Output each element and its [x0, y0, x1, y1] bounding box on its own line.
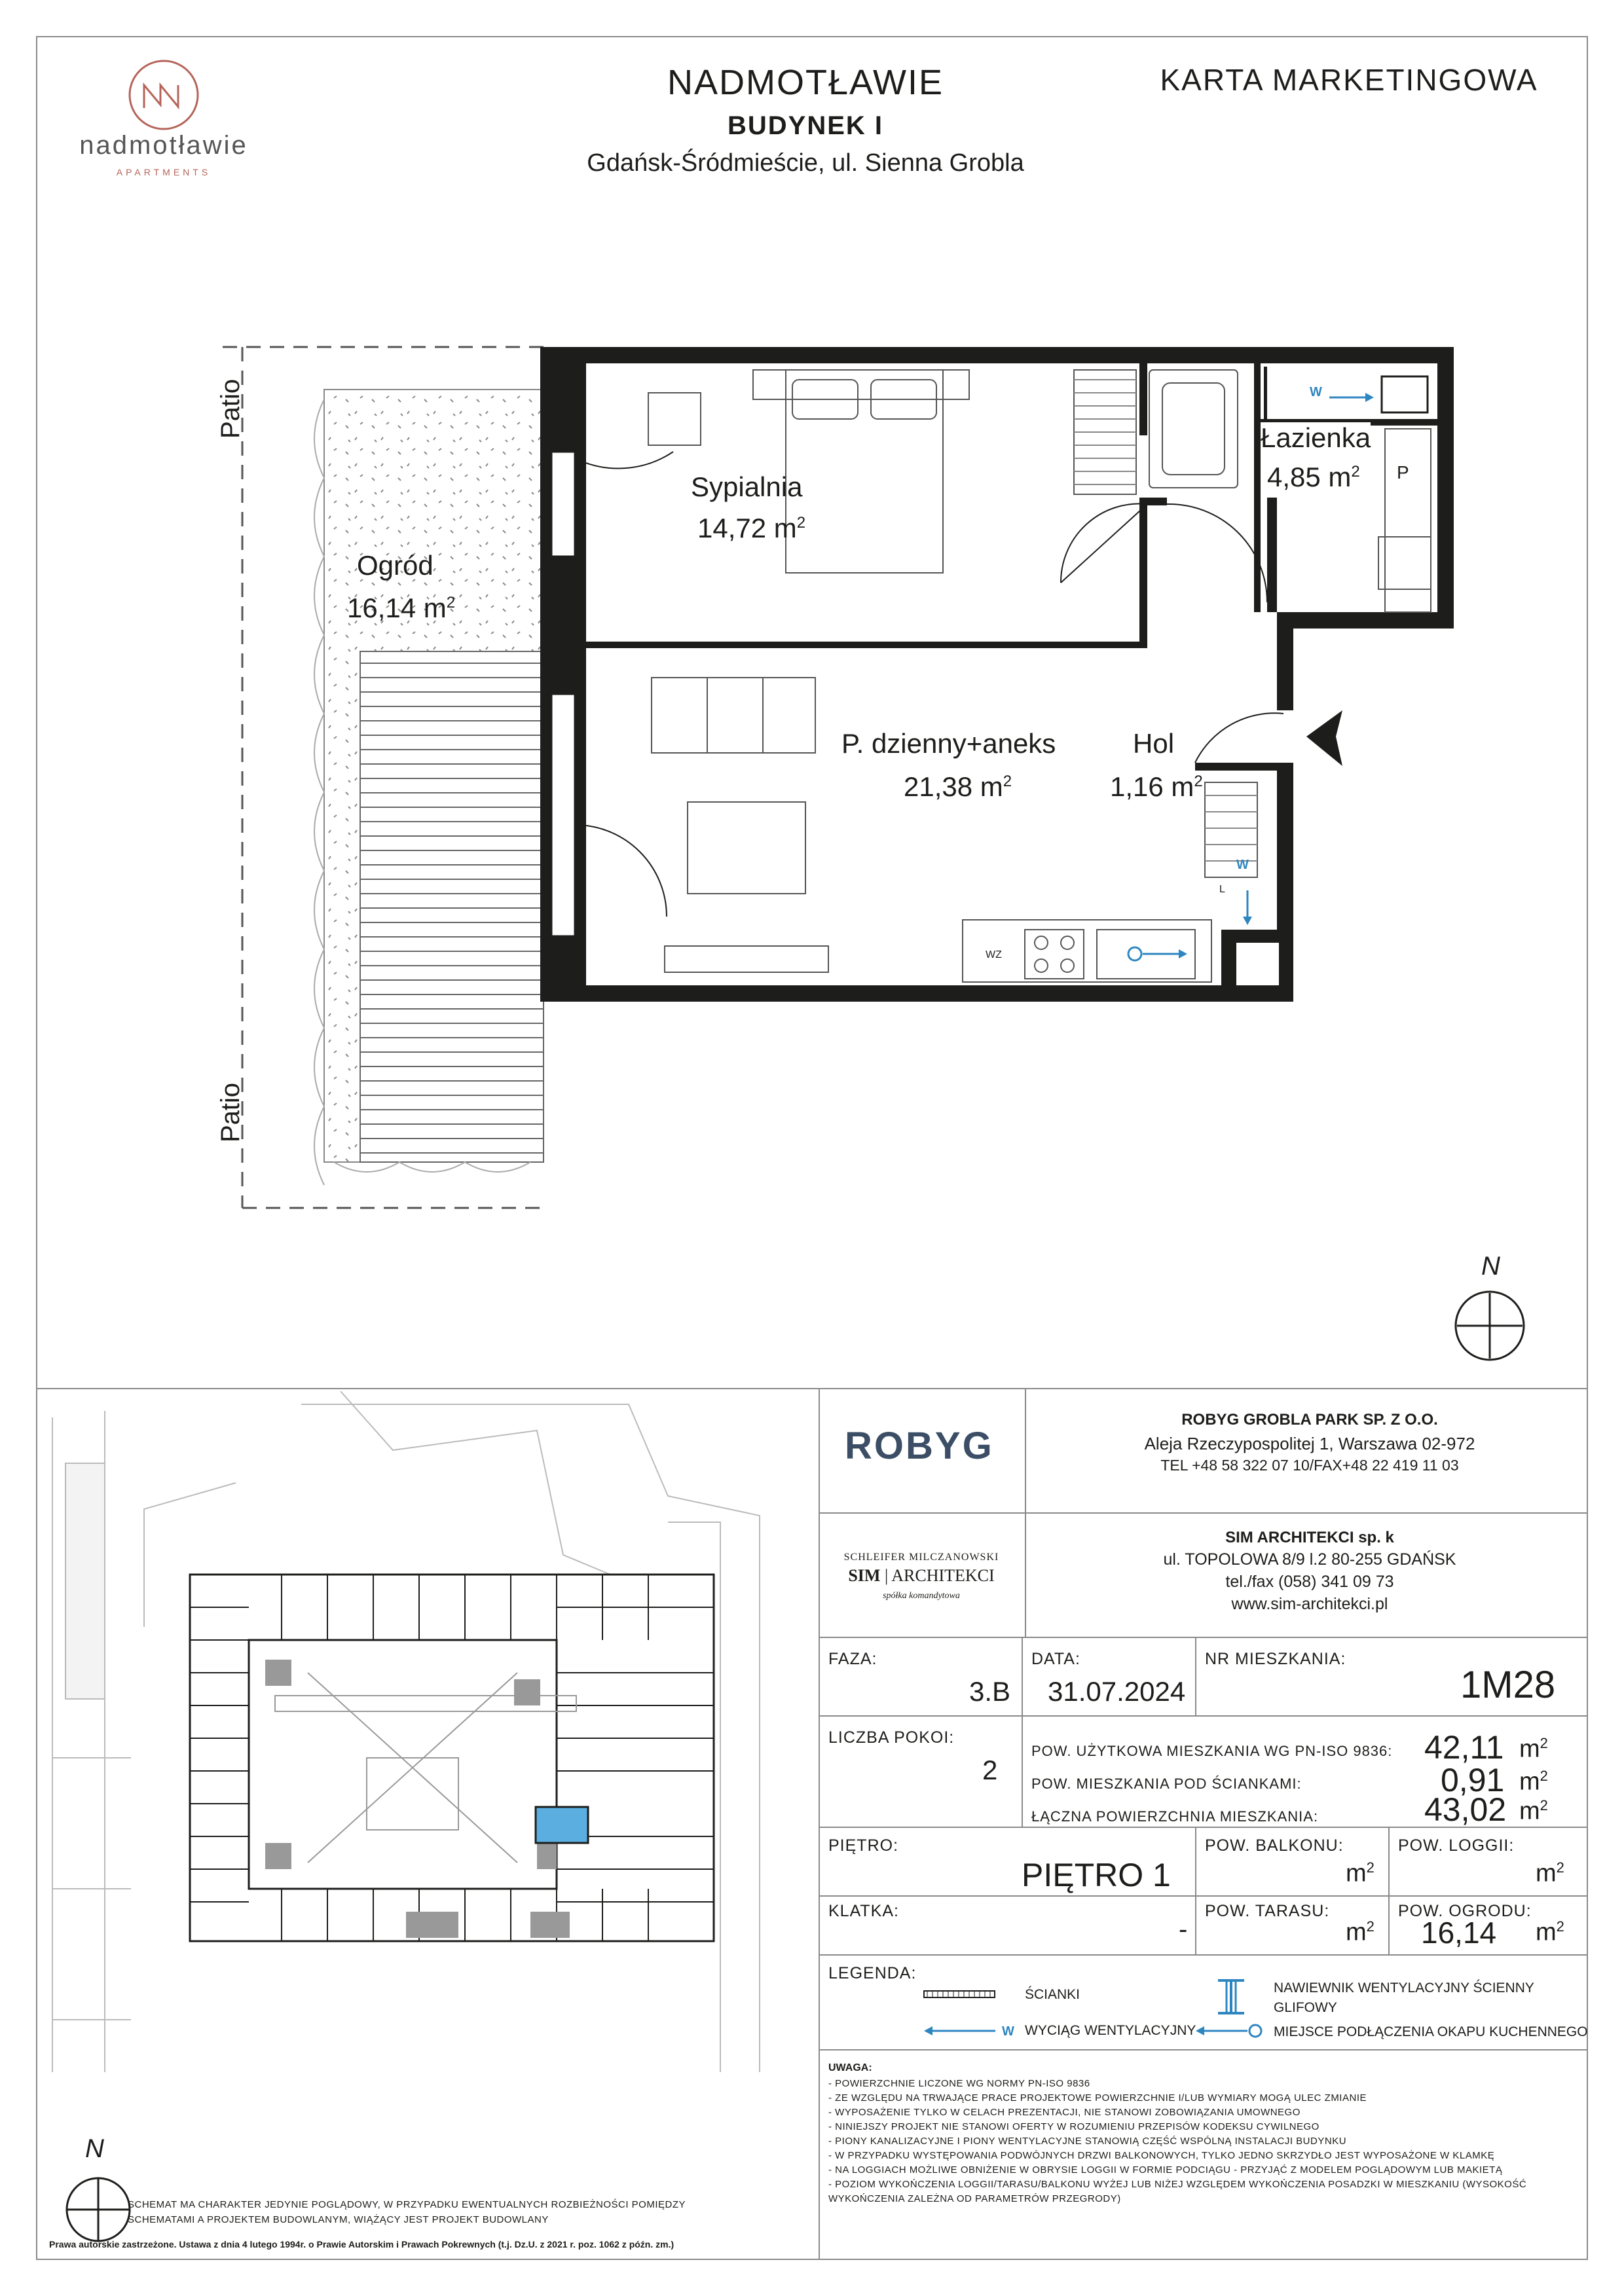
scianki-value: 0,91	[1441, 1762, 1505, 1798]
vent-mark-hall: W	[1236, 858, 1249, 872]
patio-label-top: Patio	[216, 378, 245, 439]
pietro-value: PIĘTRO 1	[1022, 1857, 1171, 1893]
architect-phone: tel./fax (058) 341 09 73	[1225, 1573, 1394, 1591]
data-label: DATA:	[1031, 1650, 1080, 1668]
scianki-label: POW. MIESZKANIA POD ŚCIANKAMI:	[1031, 1776, 1302, 1792]
legend-item-inlet: NAWIEWNIK WENTYLACYJNY ŚCIENNY	[1274, 1980, 1534, 1995]
klatka-label: KLATKA:	[828, 1902, 899, 1920]
area-unit-sup: 2	[1540, 1797, 1548, 1813]
developer-phone: TEL +48 58 322 07 10/FAX+48 22 419 11 03	[1160, 1457, 1459, 1474]
area-unit-sup: 2	[1003, 773, 1012, 790]
legend-hood-icon	[1195, 2023, 1267, 2039]
extract-arrow-icon	[923, 2024, 1022, 2037]
pokoje-value: 2	[982, 1755, 998, 1785]
data-value: 31.07.2024	[1048, 1676, 1186, 1707]
faza-label: FAZA:	[828, 1650, 877, 1668]
note-line: - PIONY KANALIZACYJNE I PIONY WENTYLACYJNE STANOWIĄ CZĘŚĆ WSPÓLNĄ INSTALACJI BUDYNKU	[828, 2136, 1347, 2147]
uzytkowa-label: POW. UŻYTKOWA MIESZKANIA WG PN-ISO 9836:	[1031, 1743, 1393, 1759]
col-line	[1195, 1637, 1196, 1715]
legend-item-partition: ŚCIANKI	[1025, 1987, 1080, 2002]
room-bedroom-name: Sypialnia	[691, 471, 803, 502]
area-unit-sup: 2	[1556, 1918, 1564, 1935]
klatka-value: -	[1179, 1915, 1188, 1944]
uzytkowa-unit	[1519, 1735, 1548, 1764]
area-unit-sup: 2	[1351, 463, 1360, 481]
developer-company: ROBYG GROBLA PARK SP. Z O.O.	[1181, 1411, 1438, 1429]
col-line	[1195, 1827, 1196, 1954]
patio-label-bottom: Patio	[216, 1082, 245, 1142]
project-address: Gdańsk-Śródmieście, ul. Sienna Grobla	[587, 149, 1024, 177]
row-line	[819, 1954, 1588, 1956]
logo-text: nadmotławie	[79, 131, 248, 160]
architect-web: www.sim-architekci.pl	[1231, 1595, 1388, 1613]
architect-logo-main: SIM | ARCHITEKCI	[848, 1566, 995, 1585]
area-unit-sup: 2	[1366, 1918, 1375, 1935]
area-unit-sup: 2	[1366, 1859, 1375, 1876]
room-hall-area-value: 1,16 m	[1110, 771, 1194, 802]
scianki-unit	[1519, 1768, 1548, 1796]
nr-value: 1M28	[1460, 1664, 1556, 1706]
taras-unit	[1346, 1918, 1375, 1947]
area-unit-sup: 2	[796, 514, 806, 532]
schemat-note-1: SCHEMAT MA CHARAKTER JEDYNIE POGLĄDOWY, W PRZYPADKU EWENTUALNYCH ROZBIEŻNOŚCI POMIĘDZY	[128, 2199, 686, 2210]
room-hall-area	[1110, 771, 1203, 803]
project-name: NADMOTŁAWIE	[667, 63, 944, 102]
legend-item-hood: MIEJSCE PODŁĄCZENIA OKAPU KUCHENNEGO	[1274, 2024, 1588, 2039]
note-line: - POWIERZCHNIE LICZONE WG NORMY PN-ISO 9836	[828, 2078, 1090, 2089]
copyright-note: Prawa autorskie zastrzeżone. Ustawa z dnia 4 lutego 1994r. o Prawie Autorskim i Prawach Pokrewnych (t.j. Dz.U. z 2021 r. poz. 1062 z późn. zm.)	[49, 2239, 674, 2250]
balkon-label: POW. BALKONU:	[1205, 1836, 1344, 1855]
room-bedroom-area-value: 14,72 m	[697, 513, 797, 543]
legend-extract-icon	[923, 2024, 1022, 2037]
mark-l: L	[1219, 884, 1225, 895]
architect-logo-line1: SCHLEIFER MILCZANOWSKI	[843, 1552, 999, 1563]
row-line	[819, 1715, 1588, 1717]
pietro-label: PIĘTRO:	[828, 1836, 899, 1855]
mark-wz: WZ	[986, 949, 1002, 960]
row-line	[819, 1512, 1588, 1514]
legend-item-inlet-2: GLIFOWY	[1274, 2000, 1337, 2015]
note-line: WYKOŃCZENIA ZALEŻNA OD PARAMETRÓW PRZEGRODY)	[828, 2193, 1121, 2204]
legend-inlet-icon	[1215, 1977, 1247, 2016]
room-bathroom-name: Łazienka	[1261, 422, 1371, 453]
room-garden-name: Ogród	[357, 550, 434, 581]
developer-address: Aleja Rzeczypospolitej 1, Warszawa 02-972	[1144, 1434, 1475, 1453]
note-line: - WYPOSAŻENIE TYLKO W CELACH PREZENTACJI, NIE STANOWI ZOBOWIĄZANIA UMOWNEGO	[828, 2107, 1301, 2118]
faza-value: 3.B	[969, 1676, 1011, 1707]
schemat-note-2: SCHEMATAMI A PROJEKTEM BUDOWLANYM, WIĄŻĄCY JEST PROJEKT BUDOWLANY	[128, 2214, 549, 2225]
ogrod-unit	[1536, 1918, 1564, 1947]
vent-mark-bath: W	[1310, 385, 1322, 399]
area-unit-sup: 2	[1194, 773, 1203, 790]
pokoje-label: LICZBA POKOI:	[828, 1728, 955, 1747]
note-line: - W PRZYPADKU WYSTĘPOWANIA PODWÓJNYCH DRZWI BALKONOWYCH, TYLKO JEDNO SKRZYDŁO JEST WYPOSAŻONE W KLAMKĘ	[828, 2150, 1495, 2161]
architect-company: SIM ARCHITEKCI sp. k	[1225, 1529, 1394, 1546]
room-hall-name: Hol	[1133, 728, 1175, 759]
area-unit-sup: 2	[1540, 1768, 1548, 1784]
row-line	[819, 1637, 1588, 1638]
architect-address: ul. TOPOLOWA 8/9 l.2 80-255 GDAŃSK	[1163, 1550, 1456, 1569]
area-unit-sup: 2	[446, 594, 456, 611]
unit-m: m	[1536, 1918, 1557, 1946]
svg-text:W: W	[1002, 2024, 1014, 2037]
room-bathroom-area-value: 4,85 m	[1267, 462, 1352, 492]
legend-partition-icon	[923, 1989, 995, 1999]
site-plan-drawing	[39, 1391, 819, 2085]
wall-inlet-icon	[1215, 1977, 1247, 2016]
north-label: N	[1481, 1252, 1500, 1281]
section-divider	[36, 1388, 1588, 1389]
note-line: - POZIOM WYKOŃCZENIA LOGGII/TARASU/BALKONU WYŻEJ LUB NIŻEJ WZGLĘDEM WYKOŃCZENIA POSADZKI W MIESZKANIU (WYSOKOŚĆ	[828, 2179, 1527, 2190]
note-line: - NINIEJSZY PROJEKT NIE STANOWI OFERTY W ROZUMIENIU PRZEPISÓW KODEKSU CYWILNEGO	[828, 2121, 1320, 2132]
room-garden-area	[347, 592, 455, 624]
notes-title: UWAGA:	[828, 2062, 872, 2073]
robyg-logo: ROBYG	[845, 1425, 994, 1467]
table-left-border	[819, 1388, 820, 2260]
architect-logo-sim: SIM	[848, 1566, 881, 1585]
unit-m: m	[1346, 1918, 1367, 1946]
nr-label: NR MIESZKANIA:	[1205, 1650, 1346, 1668]
area-unit-sup: 2	[1556, 1859, 1564, 1876]
note-line: - NA LOGGIACH MOŻLIWE OBNIŻENIE W OBRYSIE LOGGII W FORMIE PODCIĄGU - PRZYJĄĆ Z MODELEM POGLĄDOWYM LUB MAKIETĄ	[828, 2164, 1503, 2176]
architect-logo-arch: ARCHITEKCI	[891, 1566, 995, 1585]
laczna-unit	[1519, 1797, 1548, 1826]
row-line	[819, 2049, 1588, 2050]
note-line: - ZE WZGLĘDU NA TRWAJĄCE PRACE PROJEKTOWE POWIERZCHNIE I/LUB WYMIARY MOGĄ ULEC ZMIANIE	[828, 2092, 1367, 2104]
site-north-label: N	[85, 2134, 104, 2163]
unit-m: m	[1519, 1768, 1540, 1796]
room-living-name: P. dzienny+aneks	[841, 728, 1056, 759]
laczna-value: 43,02	[1424, 1791, 1507, 1828]
site-plan	[39, 1391, 819, 2085]
document-type: KARTA MARKETINGOWA	[1160, 63, 1538, 97]
room-garden-area-value: 16,14 m	[347, 592, 447, 623]
room-bathroom-area	[1267, 462, 1360, 493]
taras-label: POW. TARASU:	[1205, 1902, 1330, 1920]
laczna-label: ŁĄCZNA POWIERZCHNIA MIESZKANIA:	[1031, 1808, 1319, 1825]
partition-icon	[923, 1989, 995, 1999]
building-name: BUDYNEK I	[727, 111, 884, 140]
unit-m: m	[1519, 1797, 1540, 1825]
loggia-label: POW. LOGGII:	[1398, 1836, 1515, 1855]
shaft-mark-p: P	[1397, 462, 1409, 483]
room-living-area	[904, 771, 1012, 803]
row-line	[819, 1895, 1588, 1897]
architect-logo-line3: spółka komandytowa	[883, 1591, 960, 1601]
ogrod-label: POW. OGRODU:	[1398, 1902, 1532, 1920]
room-bedroom-area	[697, 513, 805, 544]
hood-connection-icon	[1195, 2023, 1267, 2039]
unit-m: m	[1519, 1735, 1540, 1763]
room-living-area-value: 21,38 m	[904, 771, 1003, 802]
area-unit-sup: 2	[1540, 1735, 1548, 1751]
legend-title: LEGENDA:	[828, 1964, 917, 1982]
col-line	[1388, 1827, 1390, 1954]
ogrod-value: 16,14	[1421, 1916, 1497, 1950]
uzytkowa-value: 42,11	[1424, 1729, 1504, 1766]
col-line	[1022, 1637, 1023, 1827]
unit-m: m	[1346, 1859, 1367, 1887]
legend-item-extract: WYCIĄG WENTYLACYJNY	[1025, 2023, 1196, 2038]
balkon-unit	[1346, 1859, 1375, 1888]
logo-subtext: APARTMENTS	[116, 167, 212, 177]
unit-m: m	[1536, 1859, 1557, 1887]
loggia-unit	[1536, 1859, 1564, 1888]
